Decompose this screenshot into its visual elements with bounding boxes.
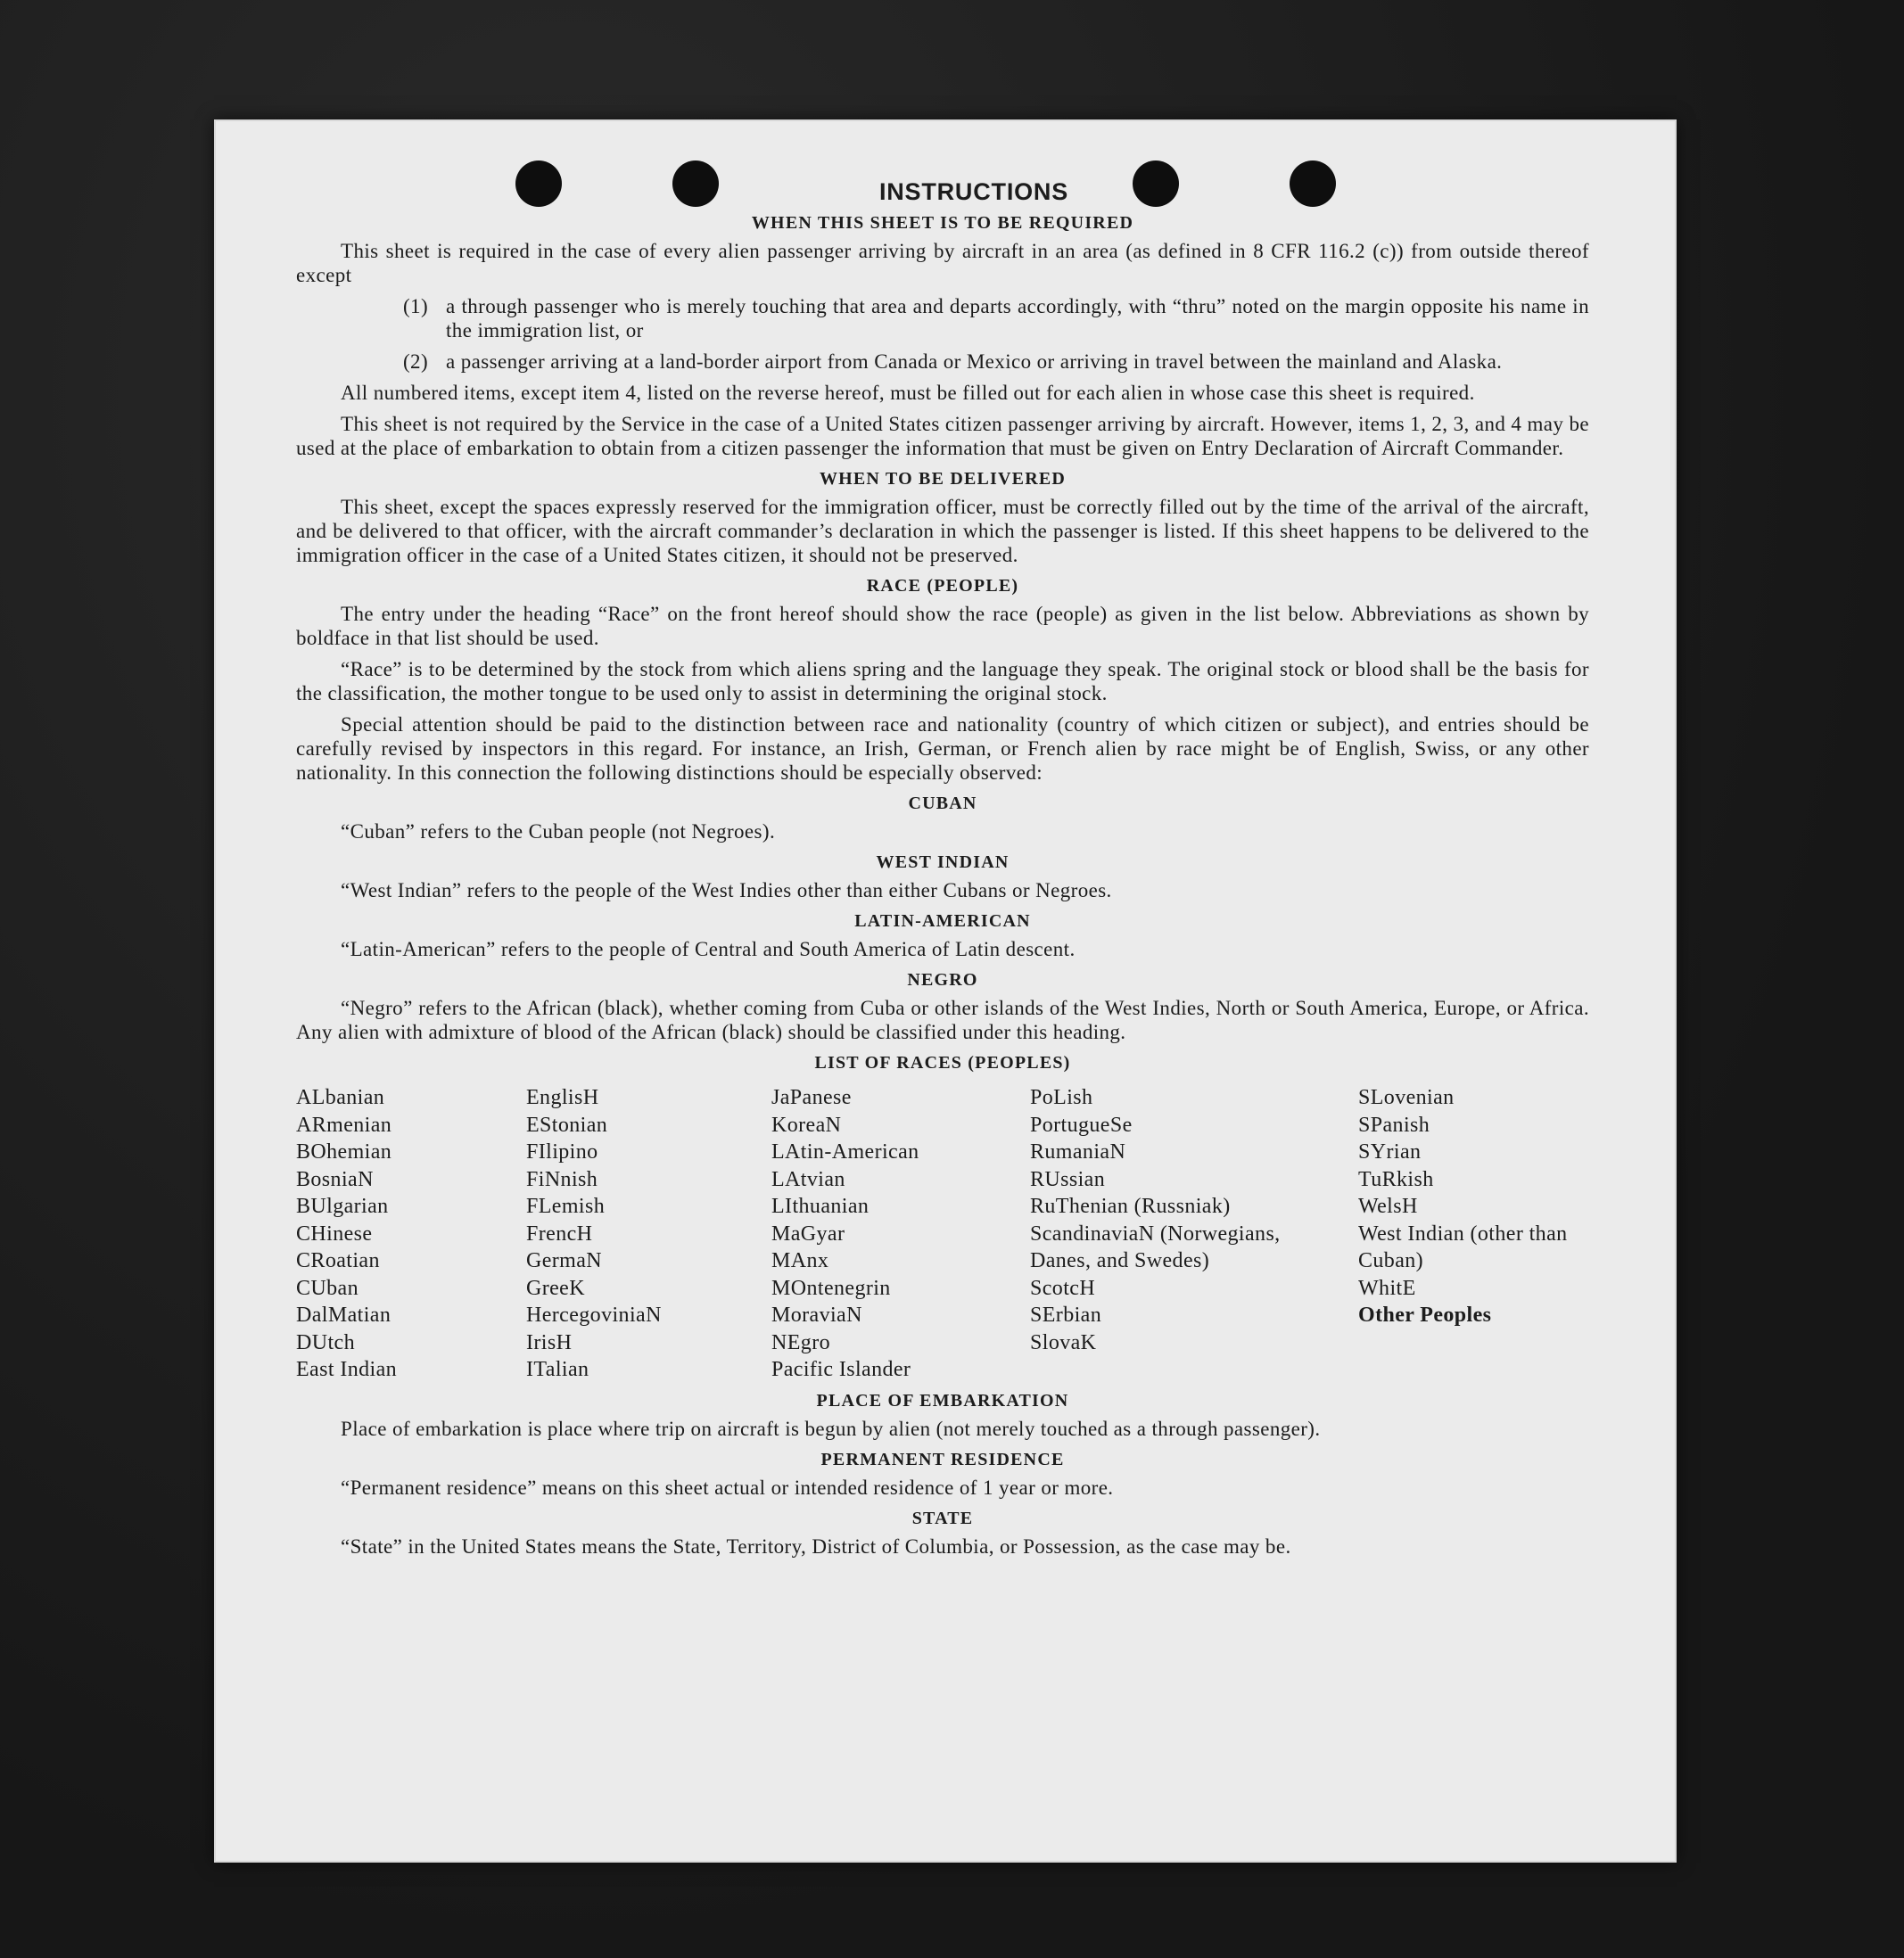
paragraph: This sheet is not required by the Service in the case of a United States citizen passenger arriving by aircraft. However, items 1, 2, 3, and 4 may be used at the place of embarkation to obtain from a citizen passenger the information that must be given on Entry Declaration of Aircraft Commander. (296, 413, 1589, 459)
heading-place-of-embarkation: PLACE OF EMBARKATION (816, 1390, 1069, 1411)
race-item: LIthuanian (771, 1195, 870, 1218)
race-item: SErbian (1030, 1304, 1102, 1327)
heading-list-of-races: LIST OF RACES (PEOPLES) (814, 1053, 1071, 1073)
race-item: EnglisH (526, 1086, 599, 1109)
paragraph: All numbered items, except item 4, listed on the reverse hereof, must be filled out for each alien in whose case this sheet is required. (341, 382, 1475, 404)
race-item: WelsH (1358, 1195, 1418, 1218)
paragraph: Place of embarkation is place where trip on aircraft is begun by alien (not merely touched as a through passenger). (341, 1417, 1321, 1440)
heading-race: RACE (PEOPLE) (866, 576, 1019, 596)
race-item: JaPanese (771, 1086, 852, 1109)
document-page (214, 119, 1677, 1863)
heading-when-delivered: WHEN TO BE DELIVERED (819, 469, 1067, 489)
item-number: (1) (403, 295, 429, 317)
race-item: CRoatian (296, 1249, 380, 1272)
race-item: SLovenian (1358, 1086, 1455, 1109)
race-item: IrisH (526, 1330, 573, 1354)
race-item: FIlipino (526, 1140, 598, 1164)
race-item: Pacific Islander (771, 1358, 911, 1381)
race-item: FiNnish (526, 1167, 598, 1191)
paragraph: This sheet, except the spaces expressly reserved for the immigration officer, must be correctly filled out by the time of the arrival of the aircraft, and be delivered to that officer, with the aircraft commander’s declaration in which the passenger is listed. If this sheet happens to be delivered to the immigration officer in the case of a United States citizen, it should not be preserved. (296, 496, 1589, 566)
race-item: SYrian (1358, 1140, 1422, 1164)
paragraph: “Cuban” refers to the Cuban people (not Negroes). (341, 820, 776, 843)
paragraph: “West Indian” refers to the people of the West Indies other than either Cubans or Negroes. (341, 879, 1112, 901)
race-item: KoreaN (771, 1113, 842, 1137)
race-item: BOhemian (296, 1140, 392, 1164)
race-list (296, 1084, 1589, 1384)
race-item: GermaN (526, 1249, 603, 1272)
race-item: ALbanian (296, 1086, 385, 1109)
race-item: BosniaN (296, 1167, 374, 1191)
race-item: GreeK (526, 1276, 585, 1300)
race-item: PoLish (1030, 1086, 1093, 1109)
race-column (1030, 1084, 1358, 1384)
race-item: DUtch (296, 1330, 355, 1354)
page-title: INSTRUCTIONS (878, 178, 1069, 205)
race-item: East Indian (296, 1358, 398, 1381)
document-body (296, 173, 1589, 1566)
race-item: RumaniaN (1030, 1140, 1126, 1164)
heading-latin-american: LATIN-AMERICAN (854, 911, 1031, 931)
exception-item (403, 294, 1589, 342)
race-item: FLemish (526, 1195, 606, 1218)
race-item: WhitE (1358, 1276, 1416, 1300)
race-item: NEgro (771, 1330, 830, 1354)
race-column (771, 1084, 1030, 1384)
race-item: West Indian (other than Cuban) (1358, 1222, 1568, 1272)
race-item: TuRkish (1358, 1167, 1434, 1191)
race-item: DalMatian (296, 1304, 392, 1327)
race-item: RuThenian (Russniak) (1030, 1195, 1231, 1218)
race-item: SlovaK (1030, 1330, 1097, 1354)
exception-item (403, 350, 1589, 374)
race-item: Other Peoples (1358, 1304, 1492, 1327)
race-item: HercegoviniaN (526, 1304, 662, 1327)
race-item: CUban (296, 1276, 359, 1300)
race-item: LAtvian (771, 1167, 845, 1191)
paragraph: Special attention should be paid to the distinction between race and nationality (country of which citizen or subject), and entries should be carefully revised by inspectors in this regard. For instance, an Irish, German, or French alien by race might be of English, Swiss, or any other nationality. In this connection the following distinctions should be especially observed: (296, 713, 1589, 784)
heading-negro: NEGRO (907, 970, 978, 990)
race-item: SPanish (1358, 1113, 1430, 1137)
heading-state: STATE (911, 1508, 974, 1528)
race-item: ARmenian (296, 1113, 392, 1137)
race-column (296, 1084, 526, 1384)
race-item: MAnx (771, 1249, 829, 1272)
heading-west-indian: WEST INDIAN (876, 852, 1010, 872)
race-item: RUssian (1030, 1167, 1106, 1191)
race-item: BUlgarian (296, 1195, 389, 1218)
item-text: a passenger arriving at a land-border airport from Canada or Mexico or arriving in travel between the mainland and Alaska. (446, 350, 1503, 373)
heading-permanent-residence: PERMANENT RESIDENCE (820, 1449, 1065, 1469)
race-column (526, 1084, 771, 1384)
race-item: EStonian (526, 1113, 608, 1137)
race-item: MoraviaN (771, 1304, 862, 1327)
race-item: FrencH (526, 1222, 593, 1246)
paragraph: “Negro” refers to the African (black), whether coming from Cuba or other islands of the West Indies, North or South America, Europe, or Africa. Any alien with admixture of blood of the African (black) should be classified under this heading. (296, 997, 1589, 1043)
paragraph: “Permanent residence” means on this sheet actual or intended residence of 1 year or more. (341, 1476, 1114, 1499)
race-item: LAtin-American (771, 1140, 919, 1164)
item-number: (2) (403, 350, 429, 373)
race-item: MOntenegrin (771, 1276, 891, 1300)
paragraph: “Race” is to be determined by the stock from which aliens spring and the language they speak. The original stock or blood shall be the basis for the classification, the mother tongue to be used only to assist in determining the original stock. (296, 658, 1589, 704)
race-item: ITalian (526, 1358, 589, 1381)
paragraph: “Latin-American” refers to the people of Central and South America of Latin descent. (341, 938, 1076, 960)
item-text: a through passenger who is merely touching that area and departs accordingly, with “thru” noted on the margin opposite his name in the immigration list, or (446, 295, 1589, 341)
paragraph: This sheet is required in the case of every alien passenger arriving by aircraft in an area (as defined in 8 CFR 116.2 (c)) from outside thereof except (296, 240, 1589, 286)
heading-cuban: CUBAN (908, 794, 977, 813)
heading-when-required: WHEN THIS SHEET IS TO BE REQUIRED (751, 213, 1134, 233)
race-item: PortugueSe (1030, 1113, 1133, 1137)
race-item: MaGyar (771, 1222, 845, 1246)
race-item: ScotcH (1030, 1276, 1096, 1300)
paragraph: “State” in the United States means the State, Territory, District of Columbia, or Possession, as the case may be. (341, 1534, 1291, 1558)
race-item: ScandinaviaN (Norwegians, Danes, and Swedes) (1030, 1222, 1281, 1272)
paragraph: The entry under the heading “Race” on the front hereof should show the race (people) as given in the list below. Abbreviations as shown by boldface in that list should be used. (296, 603, 1589, 649)
race-item: CHinese (296, 1222, 373, 1246)
race-column (1358, 1084, 1589, 1384)
